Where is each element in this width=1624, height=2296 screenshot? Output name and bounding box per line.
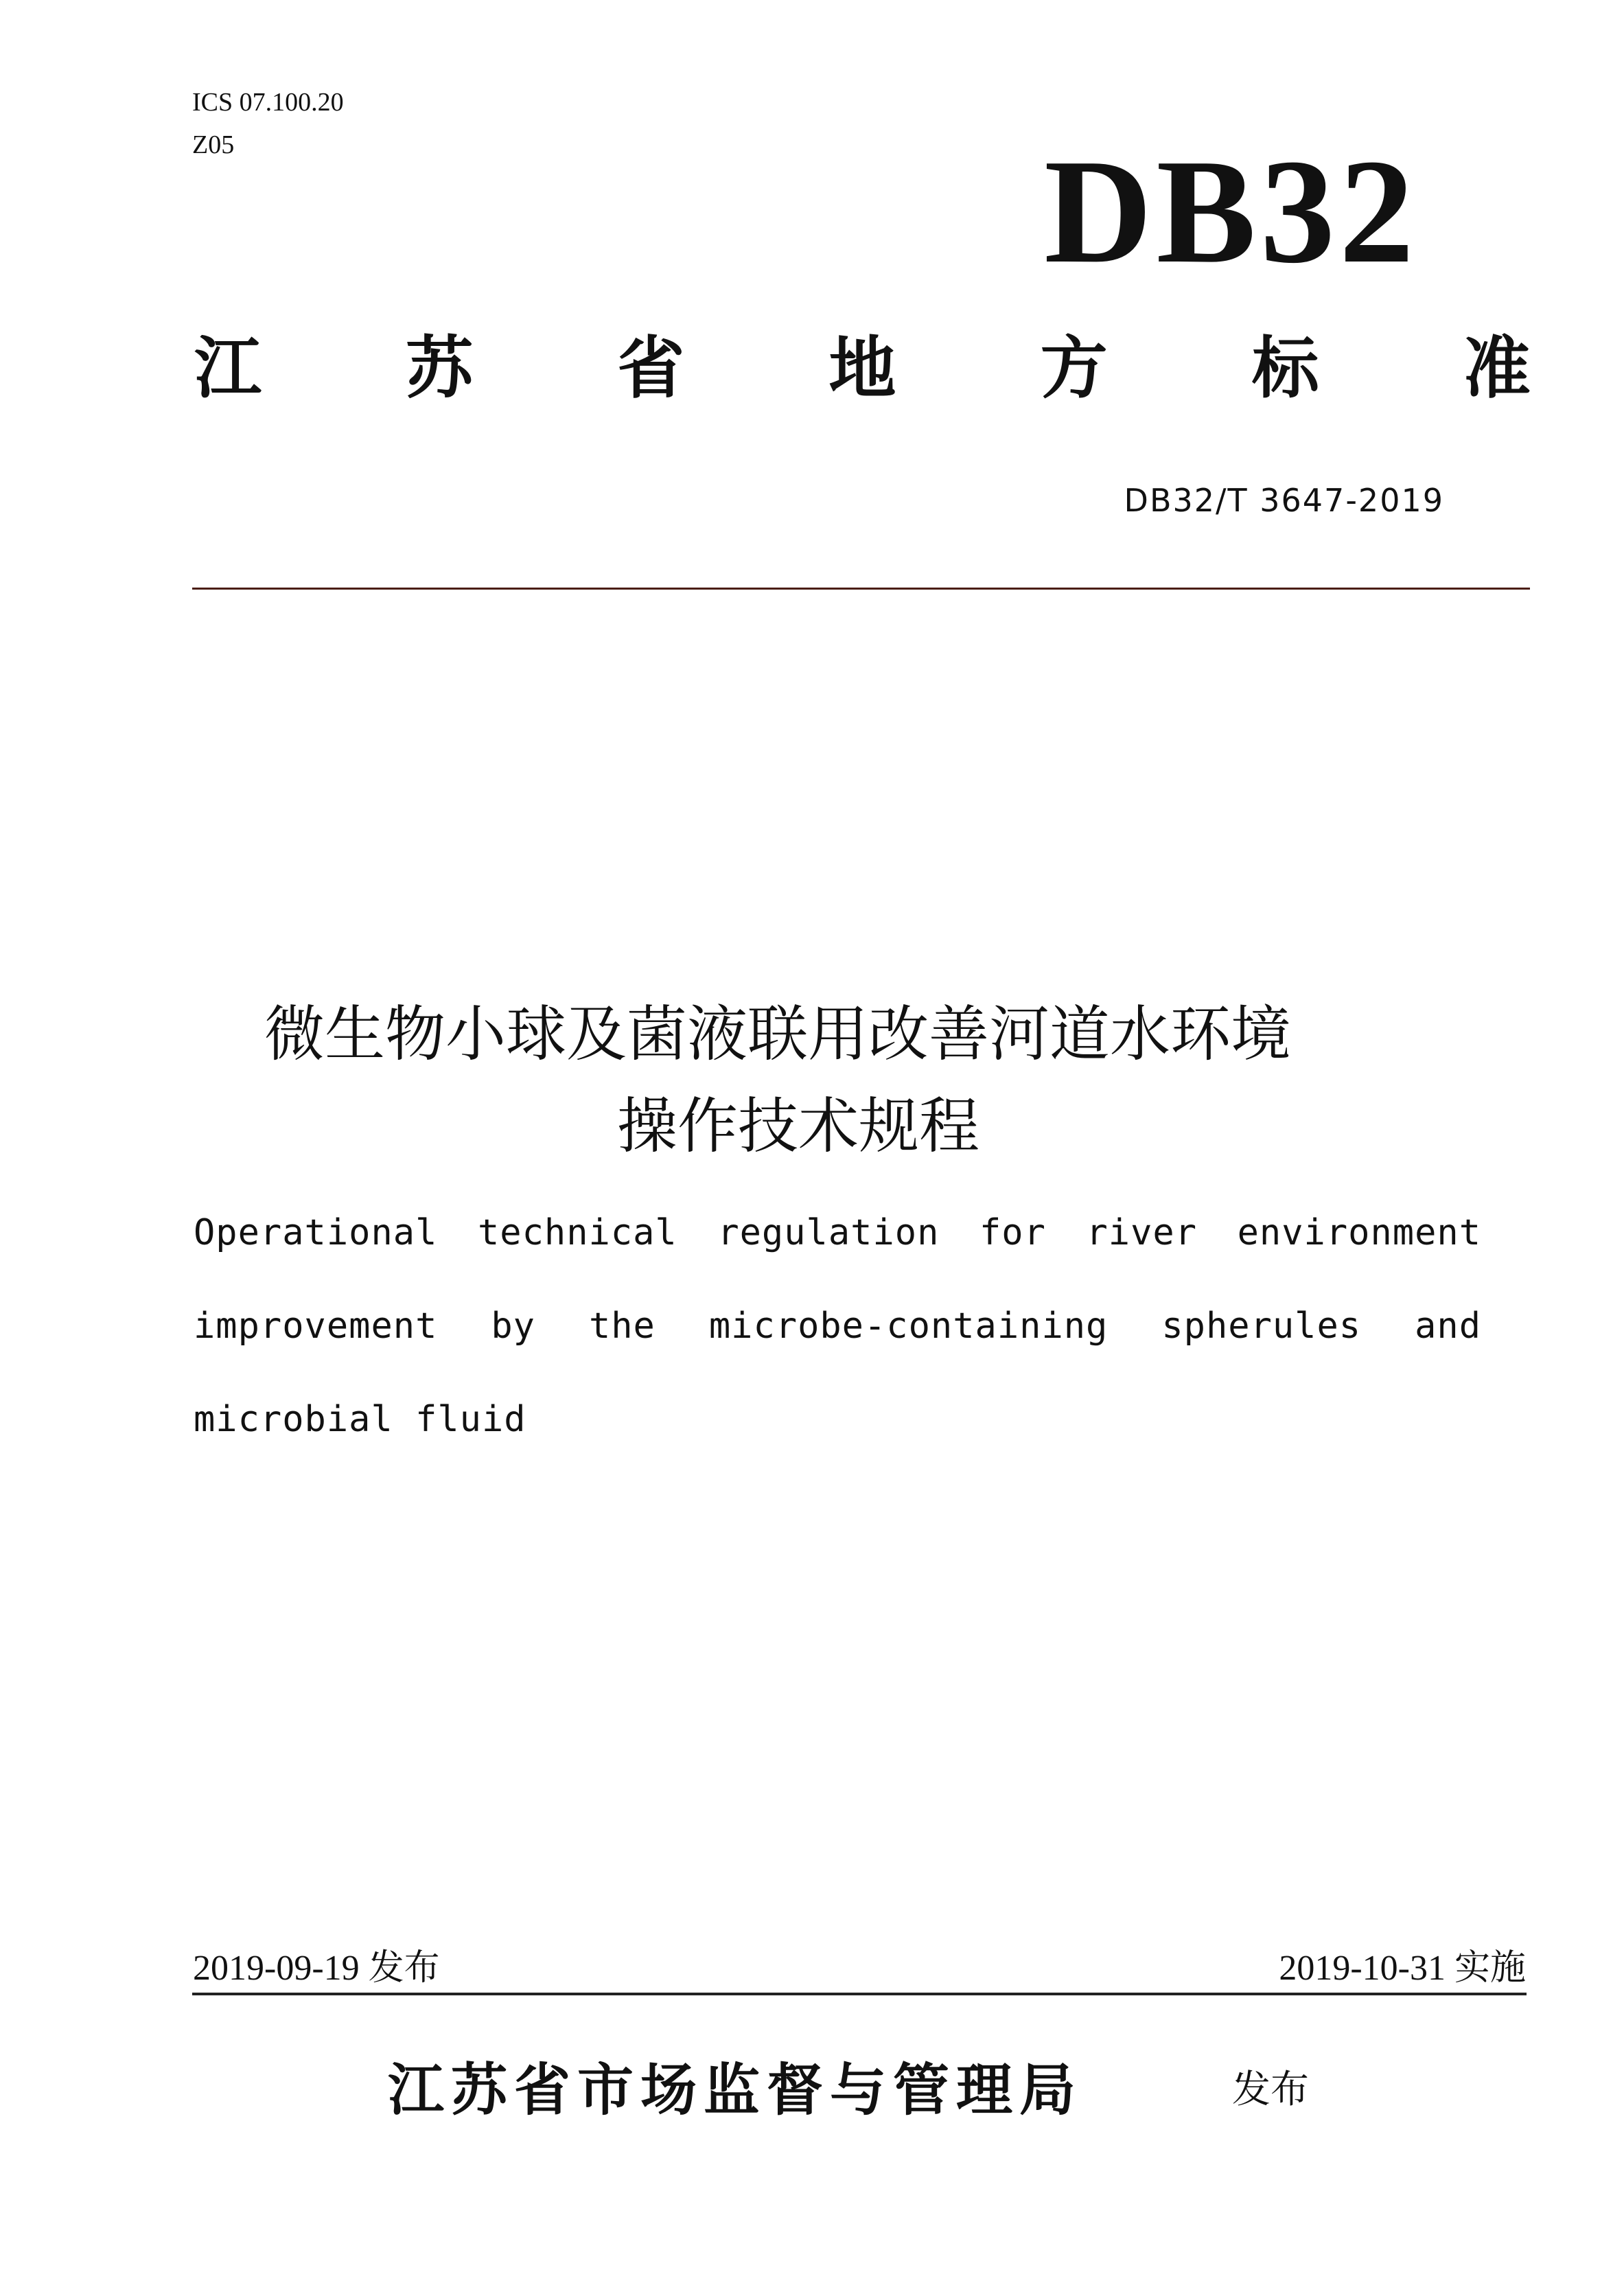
standard-code: DB32/T 3647-2019	[1124, 482, 1444, 519]
standard-type-char: 省	[617, 329, 685, 408]
standard-type-heading	[194, 329, 1531, 408]
issuing-authority: 江苏省市场监督与管理局	[388, 2058, 1083, 2123]
standard-type-char: 标	[1251, 329, 1319, 408]
title-line-1: 微生物小球及菌液联用改善河道水环境	[264, 999, 1291, 1069]
db-logo: DB32	[1044, 129, 1418, 294]
document-title-zh	[0, 988, 1624, 1172]
standard-type-char: 江	[194, 329, 262, 408]
classification-codes	[192, 81, 344, 166]
standard-type-char: 方	[1040, 329, 1108, 408]
publish-date: 2019-09-19 发布	[193, 1949, 440, 1988]
title-line-2: 操作技术规程	[616, 1091, 979, 1161]
standard-type-char: 地	[828, 329, 896, 408]
issuing-suffix: 发布	[1232, 2067, 1309, 2112]
implement-date: 2019-10-31 实施	[1279, 1949, 1526, 1988]
standard-type-char: 苏	[406, 329, 474, 408]
header-divider	[192, 588, 1530, 590]
standard-type-char: 准	[1463, 329, 1531, 408]
ics-code: ICS 07.100.20	[192, 88, 344, 117]
footer-divider	[192, 1993, 1527, 1995]
ccs-code: Z05	[192, 130, 235, 159]
document-title-en: Operational technical regulation for river environment improvement by the microbe-containing spherules and microbial fluid	[194, 1212, 1481, 1440]
